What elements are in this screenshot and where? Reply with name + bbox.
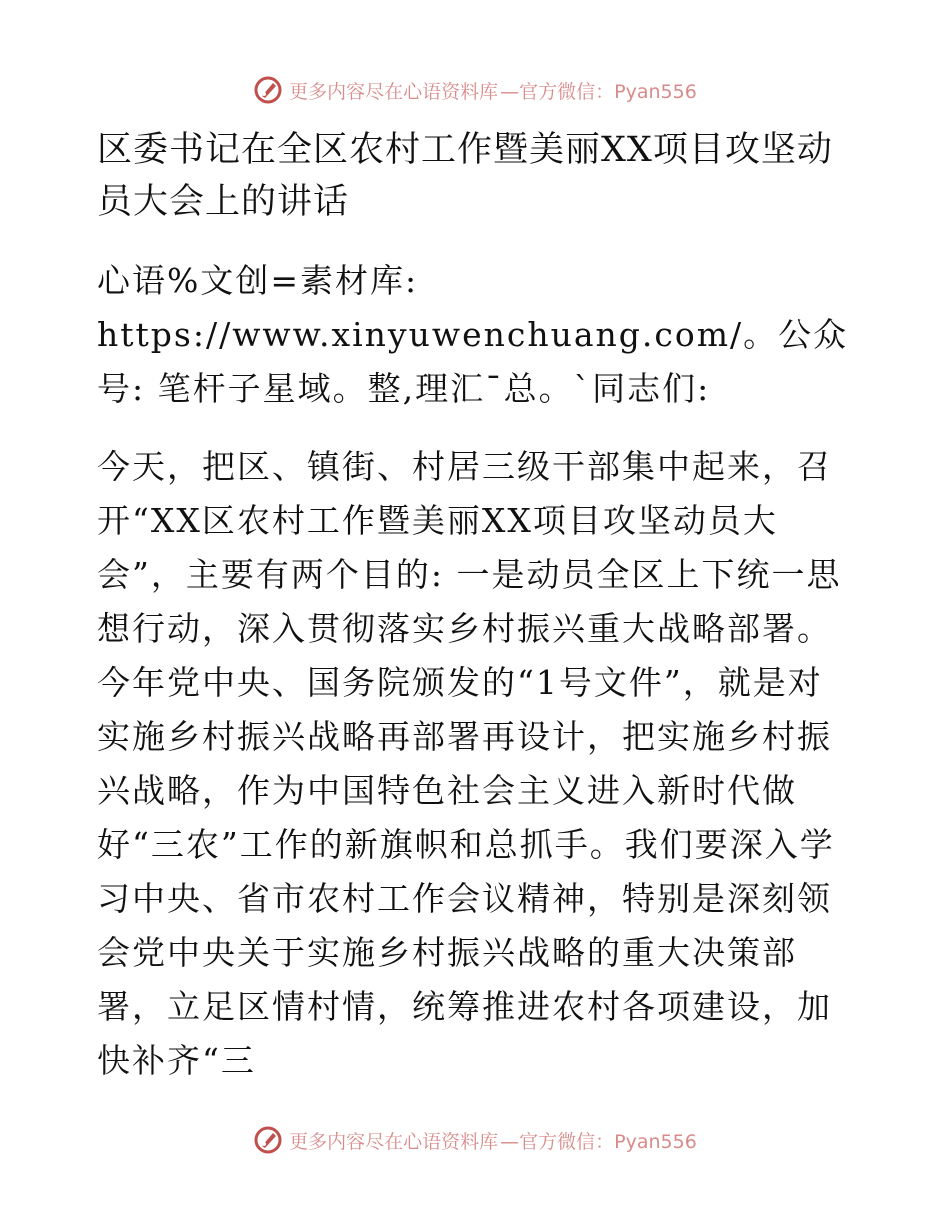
- document-content: [97, 124, 857, 1088]
- banner-brand-text: 更多内容尽在心语资料库: [289, 80, 499, 103]
- brand-logo-icon: [253, 1125, 283, 1155]
- document-title: 区委书记在全区农村工作暨美丽XX项目攻坚动员大会上的讲话: [97, 130, 833, 222]
- banner-brand-text: 更多内容尽在心语资料库: [289, 1130, 499, 1153]
- header-banner: [0, 70, 950, 110]
- banner-contact-text: —官方微信：Pyan556: [500, 1130, 697, 1153]
- brand-logo-icon: [253, 75, 283, 105]
- source-paragraph: 心语%文创=素材库: https://www.xinyuwenchuang.com/。公众号: 笔杆子星域。整,理汇¯总。`同志们:: [97, 261, 849, 408]
- body-paragraph: 今天，把区、镇街、村居三级干部集中起来，召开“XX区农村工作暨美丽XX项目攻坚动员大会”，主要有两个目的: 一是动员全区上下统一思想行动，深入贯彻落实乡村振兴重大战略部署。今年党中央、国务院颁发的“1号文件”，就是对实施乡村振兴战略再部署再设计，把实施乡村振兴战略，作为中国特色社会主义进入新时代做好“三农”工作的新旗帜和总抓手。我们要深入学习中央、省市农村工作会议精神，特别是深刻领会党中央关于实施乡村振兴战略的重大决策部署，立足区情村情，统筹推进农村各项建设，加快补齐“三: [97, 447, 842, 1080]
- banner-contact-text: —官方微信：Pyan556: [500, 80, 697, 103]
- footer-banner: [0, 1120, 950, 1160]
